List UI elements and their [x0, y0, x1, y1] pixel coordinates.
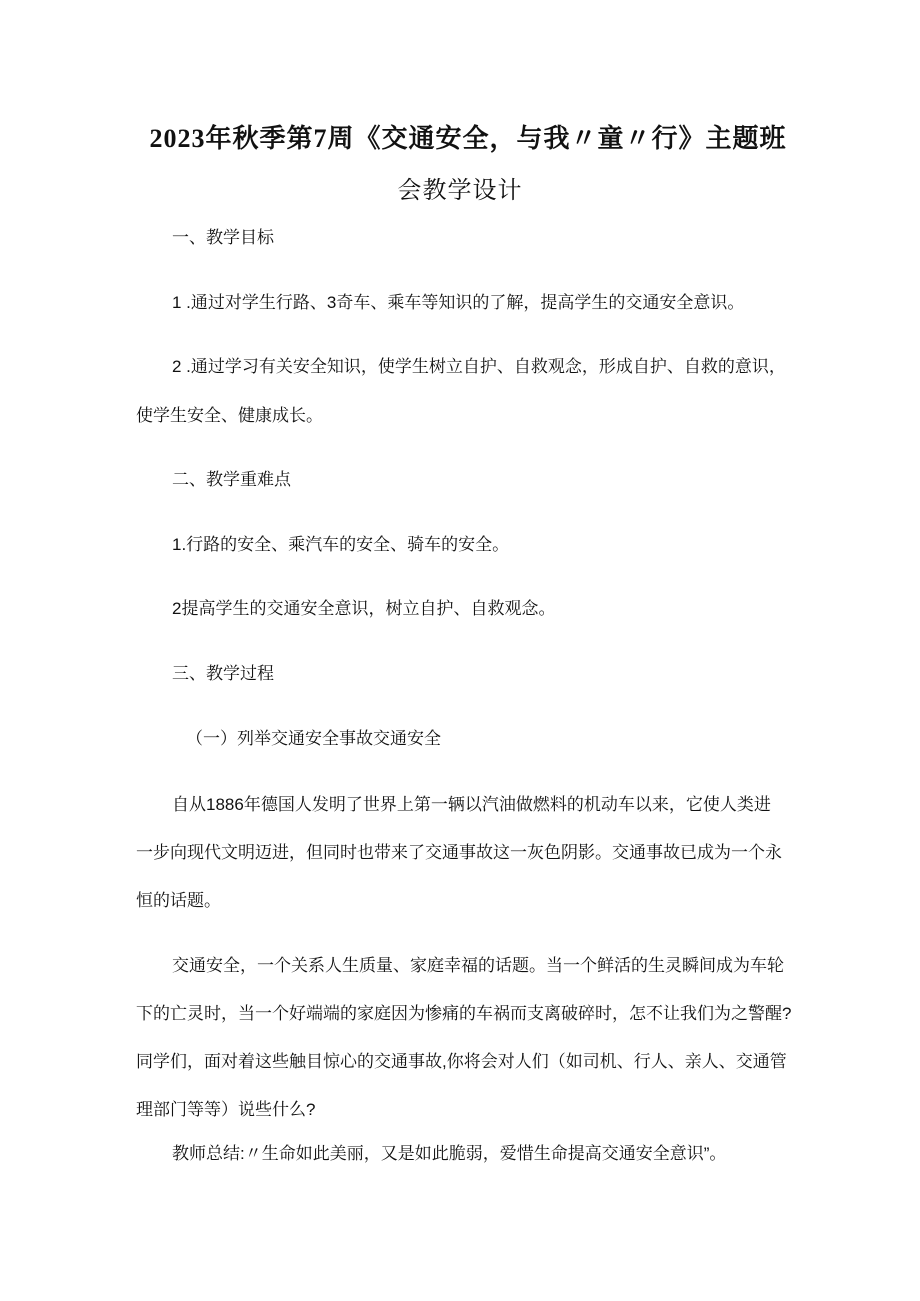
section1-item2-line1: 2 .通过学习有关安全知识，使学生树立自护、自救观念，形成自护、自救的意识， — [172, 357, 786, 376]
document-title-line1: 2023年秋季第7周《交通安全，与我〃童〃行》主题班 — [149, 124, 787, 153]
para2-line2: 下的亡灵时，当一个好端端的家庭因为惨痛的车祸而支离破碎时，怎不让我们为之警醒? — [136, 1004, 792, 1023]
section2-item2: 2提高学生的交通安全意识，树立自护、自救观念。 — [172, 599, 556, 618]
para2-line3: 同学们，面对着这些触目惊心的交通事故,你将会对人们（如司机、行人、亲人、交通管 — [136, 1052, 787, 1071]
para1-line2: 一步向现代文明迈进，但同时也带来了交通事故这一灰色阴影。交通事故已成为一个永 — [136, 843, 782, 862]
para2-line4: 理部门等等）说些什么? — [136, 1100, 316, 1119]
para1-line1: 自从1886年德国人发明了世界上第一辆以汽油做燃料的机动车以来，它使人类进 — [172, 795, 771, 814]
section2-item1: 1.行路的安全、乘汽车的安全、骑车的安全。 — [172, 535, 510, 554]
section3-sub1: （一）列举交通安全事故交通安全 — [186, 729, 441, 748]
section3-heading: 三、教学过程 — [172, 664, 274, 683]
teacher-summary: 教师总结:〃生命如此美丽，又是如此脆弱，爱惜生命提高交通安全意识”。 — [172, 1144, 727, 1163]
document-title-line2: 会教学设计 — [397, 176, 523, 204]
section1-item2-line2: 使学生安全、健康成长。 — [136, 406, 323, 425]
section1-heading: 一、教学目标 — [172, 228, 274, 247]
para2-line1: 交通安全，一个关系人生质量、家庭幸福的话题。当一个鲜活的生灵瞬间成为车轮 — [172, 956, 784, 975]
section2-heading: 二、教学重难点 — [172, 470, 291, 489]
section1-item1: 1 .通过对学生行路、3奇车、乘车等知识的了解，提高学生的交通安全意识。 — [172, 293, 745, 312]
para1-line3: 恒的话题。 — [136, 891, 221, 910]
